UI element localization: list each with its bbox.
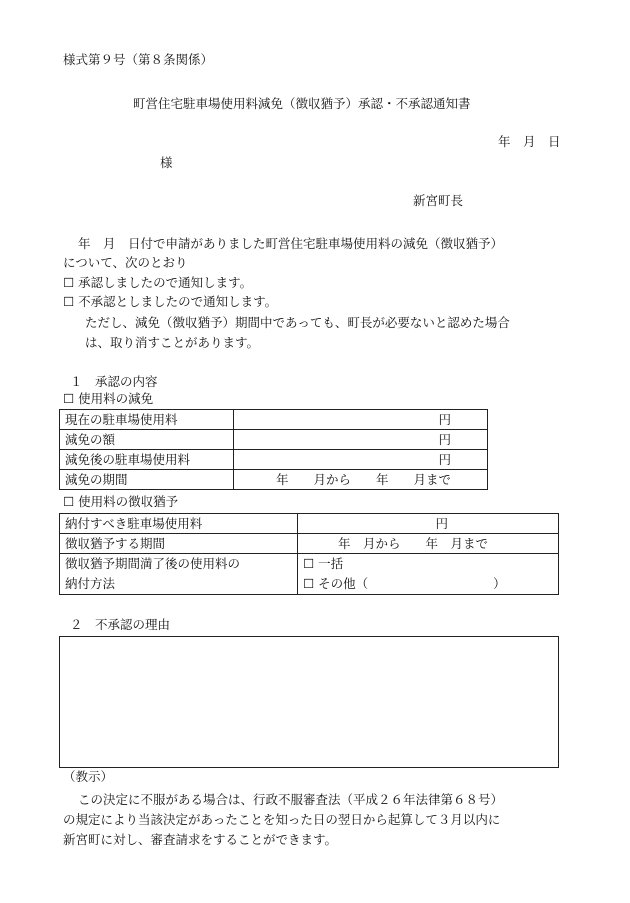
payable-fee-label: 納付すべき駐車場使用料: [60, 514, 298, 534]
reduction-amount-value[interactable]: 円: [234, 430, 488, 450]
document-title: 町営住宅駐車場使用料減免（徴収猶予）承認・不承認通知書: [133, 96, 471, 111]
table-row: [60, 430, 488, 450]
note-line-2: は、取り消すことがあります。: [85, 335, 260, 350]
payment-method-options: [298, 554, 559, 595]
sender-name: 新宮町長: [413, 193, 464, 208]
section2-heading: ２ 不承認の理由: [70, 617, 171, 632]
rejection-reason-box[interactable]: [59, 636, 559, 768]
payable-fee-value[interactable]: 円: [298, 514, 559, 534]
reduced-fee-label: 減免後の駐車場使用料: [60, 450, 234, 470]
payment-method-label-line-1: 徴収猶予期間満了後の使用料の: [65, 556, 241, 571]
reduction-period-label: 減免の期間: [60, 470, 234, 490]
current-fee-label: 現在の駐車場使用料: [60, 410, 234, 430]
approve-checkbox-option[interactable]: ☐ 承認しましたので通知します。: [63, 275, 253, 290]
paragraph-line-1: 年 月 日付で申請がありました町営住宅駐車場使用料の減免（徴収猶予）: [78, 236, 504, 251]
table-row: [60, 554, 559, 595]
table-row: [60, 470, 488, 490]
deferral-period-label: 徴収猶予する期間: [60, 534, 298, 554]
reduction-period-value[interactable]: 年 月から 年 月まで: [234, 470, 488, 490]
addressee-label: 様: [160, 155, 173, 170]
reject-checkbox-option[interactable]: ☐ 不承認としましたので通知します。: [63, 294, 278, 309]
issue-date: 年 月 日: [498, 134, 561, 149]
reduction-checkbox-option[interactable]: ☐ 使用料の減免: [63, 391, 154, 406]
reduction-amount-label: 減免の額: [60, 430, 234, 450]
paragraph-line-2: について、次のとおり: [63, 255, 188, 270]
form-number: 様式第９号（第８条関係）: [63, 52, 214, 67]
table-row: [60, 410, 488, 430]
note-line-1: ただし、減免（徴収猶予）期間中であっても、町長が必要ないと認めた場合: [85, 315, 510, 330]
deferral-period-value[interactable]: 年 月から 年 月まで: [298, 534, 559, 554]
payment-method-label: [60, 554, 298, 595]
table-row: [60, 534, 559, 554]
notice-line-2: の規定により当該決定があったことを知った日の翌日から起算して３月以内に: [63, 812, 501, 827]
section1-heading: １ 承認の内容: [70, 374, 158, 389]
table-row: [60, 450, 488, 470]
deferral-table: [59, 513, 559, 595]
other-checkbox-option[interactable]: ☐ その他（ ）: [303, 576, 506, 591]
reduced-fee-value[interactable]: 円: [234, 450, 488, 470]
lump-sum-checkbox-option[interactable]: ☐ 一括: [303, 556, 344, 571]
reduction-table: [59, 409, 488, 490]
notice-heading: （教示）: [63, 769, 114, 784]
notice-line-3: 新宮町に対し、審査請求をすることができます。: [63, 832, 338, 847]
table-row: [60, 514, 559, 534]
notice-line-1: この決定に不服がある場合は、行政不服審査法（平成２６年法律第６８号）: [78, 792, 504, 807]
deferral-checkbox-option[interactable]: ☐ 使用料の徴収猶予: [63, 494, 179, 509]
payment-method-label-line-2: 納付方法: [65, 576, 116, 591]
current-fee-value[interactable]: 円: [234, 410, 488, 430]
